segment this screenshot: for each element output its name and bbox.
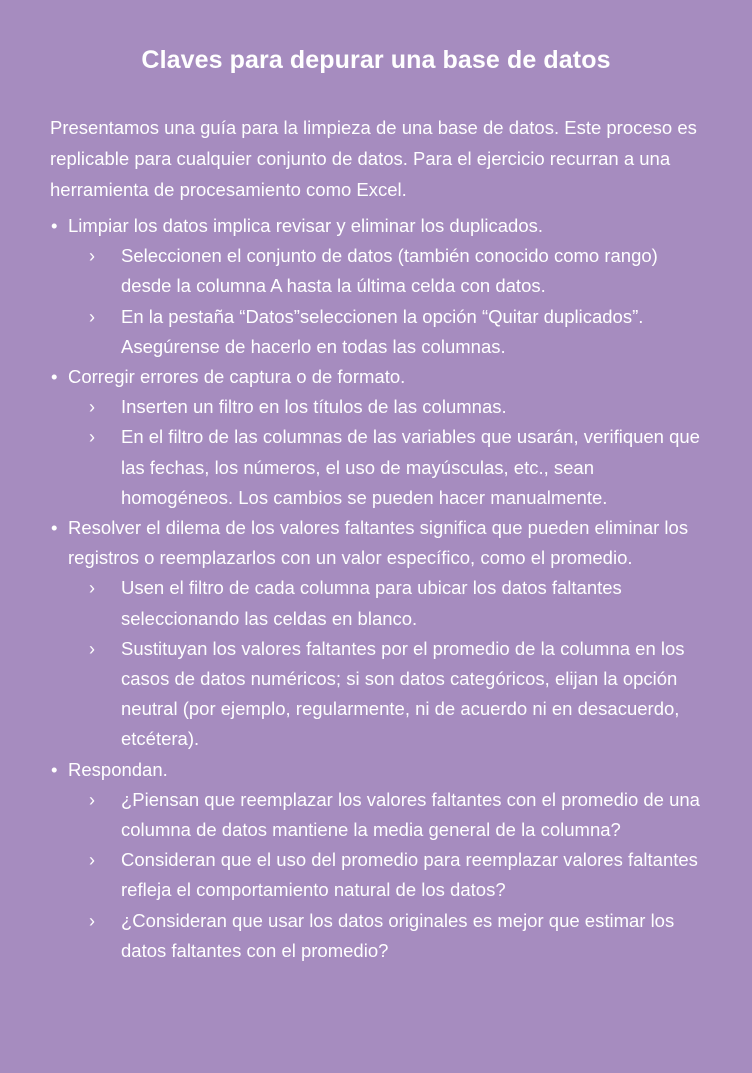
chevron-right-icon: › — [89, 789, 95, 810]
sub-list-item-label: Consideran que el uso del promedio para reemplazar valores faltantes refleja el comportamiento natural de los datos? — [121, 849, 698, 901]
chevron-right-icon: › — [89, 306, 95, 327]
sub-list-item — [71, 392, 710, 422]
sub-list-item — [71, 634, 710, 755]
bullet-dot-icon: • — [51, 758, 58, 780]
sub-list-item-label: Seleccionen el conjunto de datos (también conocido como rango) desde la columna A hasta la última celda con datos. — [121, 245, 658, 297]
chevron-right-icon: › — [89, 397, 95, 418]
list-item — [50, 513, 710, 573]
sub-list-item-label: ¿Consideran que usar los datos originales es mejor que estimar los datos faltantes con el promedio? — [121, 909, 675, 961]
chevron-right-icon: › — [89, 638, 95, 659]
chevron-right-icon: › — [89, 850, 95, 871]
intro-paragraph: Presentamos una guía para la limpieza de una base de datos. Este proceso es replicable para cualquier conjunto de datos. Para el ejercicio recurran a una herramienta de procesamiento como Excel. — [50, 116, 697, 200]
sub-list-item-label: Inserten un filtro en los títulos de las columnas. — [121, 396, 507, 418]
sub-list-item-label: ¿Piensan que reemplazar los valores faltantes con el promedio de una columna de datos mantiene la media general de la columna? — [121, 788, 700, 841]
bullet-dot-icon: • — [51, 517, 58, 539]
list-item-label: Limpiar los datos implica revisar y eliminar los duplicados. — [68, 215, 544, 236]
sub-list-item-label: Sustituyan los valores faltantes por el promedio de la columna en los casos de datos numéricos; si son datos categóricos, elijan la opción neutral (por ejemplo, regularmente, ni de acuerdo ni en desacuerdo, etcétera). — [121, 637, 685, 750]
list-item-label: Corregir errores de captura o de formato. — [68, 366, 406, 388]
page-title: Claves para depurar una base de datos — [141, 45, 611, 74]
sub-list — [50, 241, 710, 362]
chevron-right-icon: › — [89, 427, 95, 448]
sub-list — [50, 392, 710, 513]
list-item-label: Respondan. — [68, 758, 168, 780]
sub-list-item — [71, 785, 710, 845]
sub-list-item — [71, 573, 710, 633]
list-item-label: Resolver el dilema de los valores faltantes significa que pueden eliminar los registros o reemplazarlos con un valor específico, como el promedio. — [68, 517, 689, 569]
sub-list-item — [71, 906, 710, 966]
bullet-dot-icon: • — [51, 366, 58, 388]
sub-list-item — [71, 422, 710, 513]
list-item — [50, 755, 710, 785]
sub-list-item-label: Usen el filtro de cada columna para ubicar los datos faltantes seleccionando las celdas en blanco. — [121, 577, 622, 629]
sub-list — [50, 785, 710, 966]
sub-list-item-label: En el filtro de las columnas de las variables que usarán, verifiquen que las fechas, los números, el uso de mayúsculas, etc., sean homogéneos. Los cambios se pueden hacer manualmente. — [121, 426, 700, 508]
bullet-dot-icon: • — [51, 215, 58, 236]
chevron-right-icon: › — [89, 910, 95, 931]
sub-list — [50, 573, 710, 754]
sub-list-item — [71, 241, 710, 301]
chevron-right-icon: › — [89, 578, 95, 599]
chevron-right-icon: › — [89, 246, 95, 267]
sub-list-item — [71, 845, 710, 905]
sub-list-item — [71, 302, 710, 362]
list-item — [50, 362, 710, 392]
instructions-list — [50, 211, 710, 966]
list-item — [50, 211, 710, 241]
sub-list-item-label: En la pestaña “Datos”seleccionen la opción “Quitar duplicados”. Asegúrense de hacerlo en todas las columnas. — [121, 305, 644, 357]
